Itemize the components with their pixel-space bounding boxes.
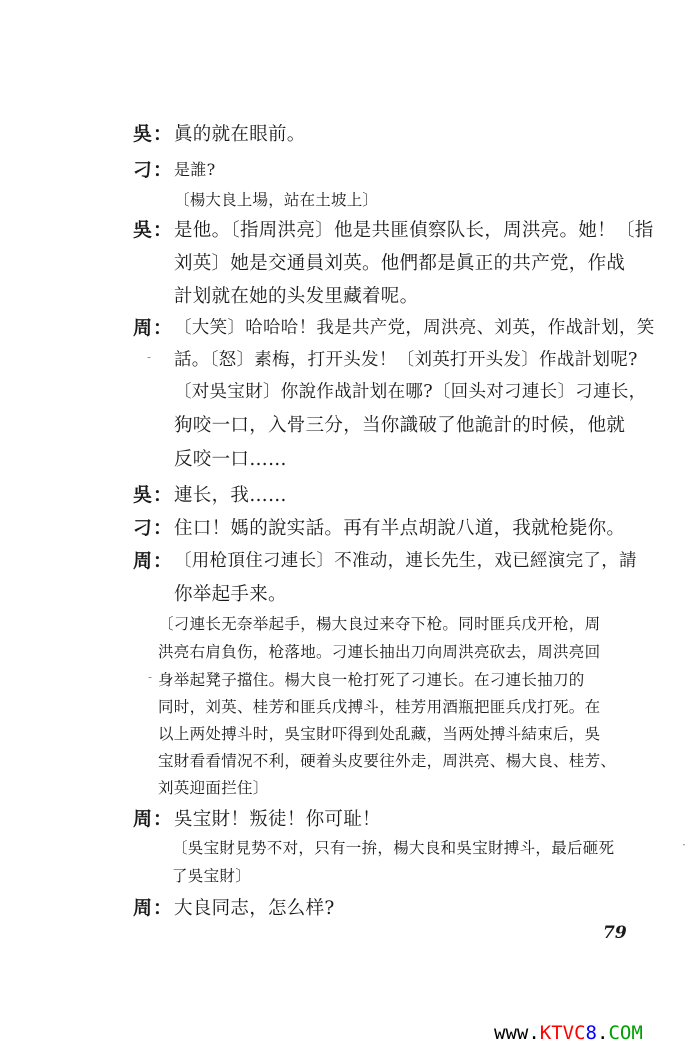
page-number: 79 xyxy=(603,923,627,943)
stage-direction: 〔吳宝財見势不对，只有一拚，楊大良和吳宝財搏斗，最后砸死 xyxy=(172,839,615,857)
dialogue-line: 話。〔怒〕素梅，打开头发！〔刘英打开头发〕作战計划呢? xyxy=(174,350,638,370)
dialogue-line: 吳宝財！叛徒！你可耻！ xyxy=(174,809,381,830)
speaker-zhou: 周： xyxy=(133,897,174,919)
stage-direction: 宝財看看情况不利，硬着头皮要往外走，周洪亮、楊大良、桂芳、 xyxy=(158,752,617,770)
dialogue-line: 住口！媽的說实話。再有半点胡說八道，我就枪毙你。 xyxy=(174,518,626,539)
dialogue-line: 刘英〕她是交通員刘英。他們都是眞正的共产党，作战 xyxy=(174,253,626,274)
dialogue-line: 你举起手来。 xyxy=(174,584,287,605)
watermark-part: 8 xyxy=(585,1022,597,1044)
watermark-part: www. xyxy=(494,1022,540,1044)
stage-direction: 同时，刘英、桂芳和匪兵戊搏斗，桂芳用酒瓶把匪兵戊打死。在 xyxy=(158,698,601,716)
watermark-part: COM xyxy=(608,1022,643,1044)
scan-mark: · xyxy=(682,838,686,852)
speaker-wu: 吳： xyxy=(133,219,174,241)
watermark-part: KTV xyxy=(539,1022,575,1044)
scan-mark: - xyxy=(148,670,153,684)
dialogue-line: 〔对吳宝財〕你說作战計划在哪?〔回头对刁連长〕刁連长， xyxy=(174,382,647,402)
speaker-zhou: 周： xyxy=(133,808,174,830)
stage-direction: 以上两处搏斗时，吳宝財吓得到处乱藏，当两处搏斗結束后，吳 xyxy=(158,725,601,743)
dialogue-line: 是他。〔指周洪亮〕他是共匪偵察队长，周洪亮。她！〔指 xyxy=(174,220,654,241)
speaker-zhou: 周： xyxy=(133,317,174,339)
dialogue-line: 大良同志，怎么样? xyxy=(174,898,335,919)
speaker-wu: 吳： xyxy=(133,484,174,506)
speaker-wu: 吳： xyxy=(133,123,174,145)
dialogue-line: 計划就在她的头发里藏着呢。 xyxy=(174,286,419,307)
watermark-part: C xyxy=(574,1022,586,1044)
dialogue-line: 〔大笑〕哈哈哈！我是共产党，周洪亮、刘英，作战計划，笑 xyxy=(174,318,655,338)
scan-mark: - xyxy=(147,350,152,364)
watermark-url xyxy=(494,1022,643,1044)
speaker-diao: 刁： xyxy=(133,517,174,539)
dialogue-line: 眞的就在眼前。 xyxy=(174,124,306,145)
stage-direction: 〔楊大良上場，站在土坡上〕 xyxy=(174,191,379,209)
stage-direction: 身举起凳子擋住。楊大良一枪打死了刁連长。在刁連长抽刀的 xyxy=(158,671,585,689)
dialogue-line: 是誰? xyxy=(174,160,216,179)
speaker-zhou: 周： xyxy=(133,550,174,572)
dialogue-line: 連长，我…… xyxy=(174,485,287,506)
dialogue-line: 狗咬一口，入骨三分，当你識破了他詭計的时候，他就 xyxy=(174,415,626,436)
stage-direction: 〔刁連长无奈举起手，楊大良过来夺下枪。同时匪兵戊开枪，周 xyxy=(158,615,601,633)
dialogue-line: 反咬一口…… xyxy=(174,449,287,470)
stage-direction: 刘英迎面拦住〕 xyxy=(158,779,269,797)
stage-direction: 了吳宝財〕 xyxy=(172,867,252,885)
speaker-diao: 刁： xyxy=(133,159,174,181)
watermark-part: . xyxy=(597,1022,609,1044)
dialogue-line: 〔用枪頂住刁連长〕不准动，連长先生，戏已經演完了，請 xyxy=(174,551,637,571)
stage-direction: 洪亮右肩負伤，枪落地。刁連长抽出刀向周洪亮砍去，周洪亮回 xyxy=(158,643,601,661)
